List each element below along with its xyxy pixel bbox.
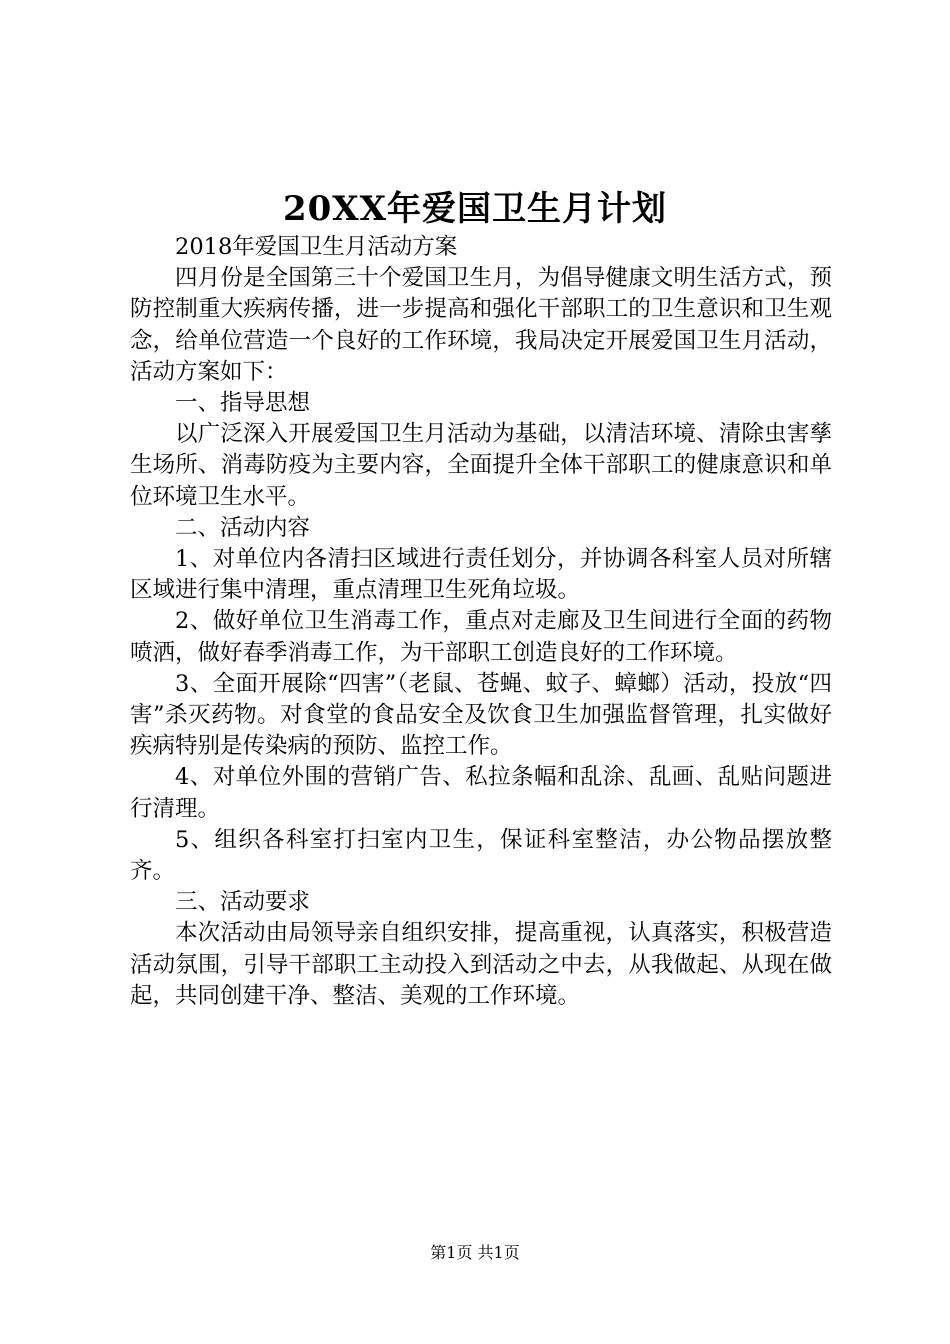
paragraph-requirements: 本次活动由局领导亲自组织安排，提高重视，认真落实，积极营造活动氛围，引导干部职工主动投入到活动之中去，从我做起、从现在做起，共同创建干净、整洁、美观的工作环境。 — [130, 920, 832, 1009]
section-heading-requirements: 三、活动要求 — [175, 889, 311, 916]
paragraph-item-4: 4、对单位外围的营销广告、私拉条幅和乱涂、乱画、乱贴问题进行清理。 — [130, 764, 832, 822]
section-heading-guiding-thought: 一、指导思想 — [175, 390, 311, 417]
paragraph-guiding-thought: 以广泛深入开展爱国卫生月活动为基础，以清洁环境、清除虫害孳生场所、消毒防疫为主要内容，全面提升全体干部职工的健康意识和单位环境卫生水平。 — [130, 421, 832, 510]
paragraph-subtitle: 2018年爱国卫生月活动方案 — [175, 234, 458, 260]
page-footer: 第1页 共1页 — [430, 1243, 520, 1262]
paragraph-intro: 四月份是全国第三十个爱国卫生月，为倡导健康文明生活方式，预防控制重大疾病传播，进一步提高和强化干部职工的卫生意识和卫生观念，给单位营造一个良好的工作环境，我局决定开展爱国卫生月活动，活动方案如下： — [130, 265, 832, 385]
section-heading-activity-content: 二、活动内容 — [175, 514, 311, 541]
paragraph-item-5: 5、组织各科室打扫室内卫生，保证科室整洁，办公物品摆放整齐。 — [130, 826, 832, 885]
paragraph-item-1: 1、对单位内各清扫区域进行责任划分，并协调各科室人员对所辖区域进行集中清理，重点清理卫生死角垃圾。 — [130, 546, 832, 604]
paragraph-item-3: 3、全面开展除“四害”（老鼠、苍蝇、蚊子、蟑螂）活动，投放“四害”杀灭药物。对食堂的食品安全及饮食卫生加强监督管理，扎实做好疾病特别是传染病的预防、监控工作。 — [130, 670, 832, 760]
document-body — [130, 232, 832, 1012]
document-title: 20XX年爱国卫生月计划 — [282, 189, 668, 229]
paragraph-item-2: 2、做好单位卫生消毒工作，重点对走廊及卫生间进行全面的药物喷洒，做好春季消毒工作，为干部职工创造良好的工作环境。 — [130, 608, 832, 666]
